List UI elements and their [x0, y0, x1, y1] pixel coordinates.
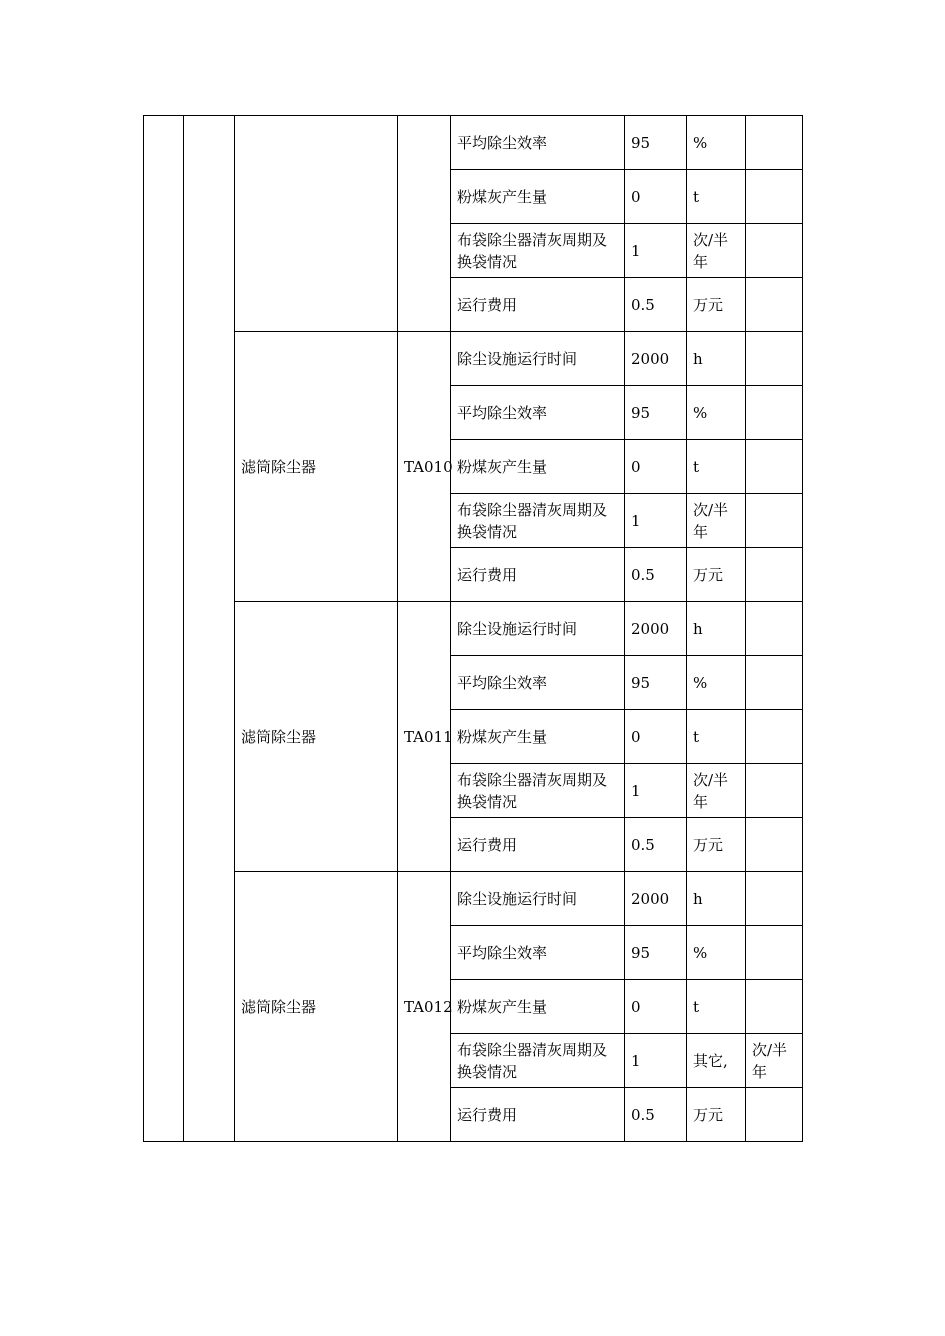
remark-cell	[746, 602, 803, 656]
device-code-cell	[398, 116, 451, 332]
unit-cell: t	[687, 170, 746, 224]
item-cell: 运行费用	[451, 1088, 625, 1142]
unit-cell: %	[687, 656, 746, 710]
unit-cell: h	[687, 872, 746, 926]
value-cell: 0.5	[625, 818, 687, 872]
remark-cell	[746, 116, 803, 170]
value-cell: 0.5	[625, 548, 687, 602]
device-name-cell: 滤筒除尘器	[235, 602, 398, 872]
device-code-cell: TA010	[398, 332, 451, 602]
value-cell: 1	[625, 1034, 687, 1088]
unit-cell: 次/半年	[687, 764, 746, 818]
unit-cell: 次/半年	[687, 224, 746, 278]
remark-cell	[746, 440, 803, 494]
value-cell: 0	[625, 440, 687, 494]
value-cell: 0	[625, 980, 687, 1034]
remark-cell	[746, 386, 803, 440]
item-cell: 粉煤灰产生量	[451, 170, 625, 224]
device-name-cell: 滤筒除尘器	[235, 872, 398, 1142]
item-cell: 布袋除尘器清灰周期及换袋情况	[451, 494, 625, 548]
value-cell: 95	[625, 116, 687, 170]
value-cell: 1	[625, 224, 687, 278]
unit-cell: %	[687, 926, 746, 980]
table-row	[144, 602, 803, 656]
value-cell: 2000	[625, 602, 687, 656]
remark-cell	[746, 818, 803, 872]
unit-cell: h	[687, 332, 746, 386]
unit-cell: t	[687, 980, 746, 1034]
item-cell: 除尘设施运行时间	[451, 872, 625, 926]
item-cell: 运行费用	[451, 818, 625, 872]
unit-cell: %	[687, 116, 746, 170]
remark-cell	[746, 224, 803, 278]
remark-cell	[746, 656, 803, 710]
unit-cell: t	[687, 440, 746, 494]
category-column-cell	[184, 116, 235, 1142]
remark-cell	[746, 494, 803, 548]
remark-cell	[746, 764, 803, 818]
item-cell: 粉煤灰产生量	[451, 980, 625, 1034]
item-cell: 粉煤灰产生量	[451, 710, 625, 764]
item-cell: 布袋除尘器清灰周期及换袋情况	[451, 764, 625, 818]
value-cell: 95	[625, 656, 687, 710]
remark-cell: 次/半年	[746, 1034, 803, 1088]
table-row	[144, 116, 803, 170]
table-row	[144, 332, 803, 386]
item-cell: 布袋除尘器清灰周期及换袋情况	[451, 224, 625, 278]
unit-cell: 万元	[687, 818, 746, 872]
remark-cell	[746, 1088, 803, 1142]
remark-cell	[746, 710, 803, 764]
emission-table	[143, 115, 803, 1142]
item-cell: 运行费用	[451, 278, 625, 332]
device-code-cell: TA011	[398, 602, 451, 872]
remark-cell	[746, 926, 803, 980]
unit-cell: 万元	[687, 1088, 746, 1142]
item-cell: 平均除尘效率	[451, 116, 625, 170]
value-cell: 0.5	[625, 278, 687, 332]
table-row	[144, 872, 803, 926]
value-cell: 0.5	[625, 1088, 687, 1142]
item-cell: 平均除尘效率	[451, 926, 625, 980]
value-cell: 0	[625, 710, 687, 764]
unit-cell: 万元	[687, 548, 746, 602]
remark-cell	[746, 278, 803, 332]
unit-cell: h	[687, 602, 746, 656]
unit-cell: %	[687, 386, 746, 440]
remark-cell	[746, 170, 803, 224]
value-cell: 1	[625, 494, 687, 548]
item-cell: 运行费用	[451, 548, 625, 602]
value-cell: 2000	[625, 332, 687, 386]
value-cell: 2000	[625, 872, 687, 926]
remark-cell	[746, 332, 803, 386]
unit-cell: 次/半年	[687, 494, 746, 548]
item-cell: 布袋除尘器清灰周期及换袋情况	[451, 1034, 625, 1088]
remark-cell	[746, 872, 803, 926]
unit-cell: 万元	[687, 278, 746, 332]
unit-cell: 其它,	[687, 1034, 746, 1088]
device-name-cell: 滤筒除尘器	[235, 332, 398, 602]
item-cell: 除尘设施运行时间	[451, 332, 625, 386]
device-code-cell: TA012	[398, 872, 451, 1142]
item-cell: 平均除尘效率	[451, 656, 625, 710]
value-cell: 95	[625, 386, 687, 440]
item-cell: 平均除尘效率	[451, 386, 625, 440]
device-name-cell	[235, 116, 398, 332]
index-column-cell	[144, 116, 184, 1142]
remark-cell	[746, 548, 803, 602]
item-cell: 除尘设施运行时间	[451, 602, 625, 656]
unit-cell: t	[687, 710, 746, 764]
item-cell: 粉煤灰产生量	[451, 440, 625, 494]
value-cell: 95	[625, 926, 687, 980]
value-cell: 0	[625, 170, 687, 224]
remark-cell	[746, 980, 803, 1034]
value-cell: 1	[625, 764, 687, 818]
